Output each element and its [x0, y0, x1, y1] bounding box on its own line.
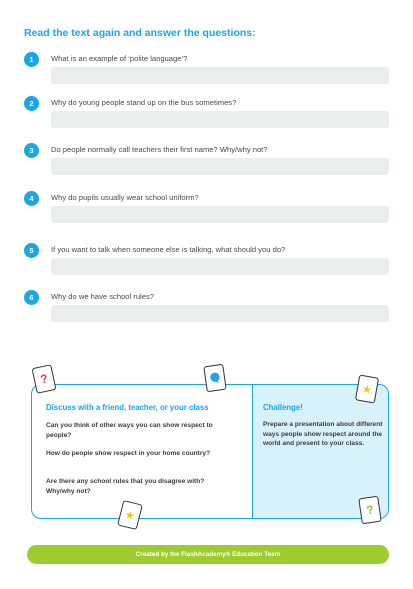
speech-bubble-card-icon — [203, 364, 226, 393]
green-question-mark-card-icon: ? — [358, 496, 381, 525]
discussion-panel — [31, 384, 389, 519]
challenge-text: Prepare a presentation about different ways people show respect around the world and present to your class. — [263, 421, 383, 447]
question-number-badge: 4 — [24, 191, 39, 206]
discuss-item: Are there any school rules that you disagree with? Why/why not? — [46, 478, 205, 495]
question-number-badge: 1 — [24, 52, 39, 67]
star-card-icon: ★ — [117, 500, 143, 530]
discuss-item: How do people show respect in your home country? — [46, 450, 211, 457]
question-text: Why do young people stand up on the bus sometimes? — [51, 98, 237, 107]
answer-field[interactable] — [51, 305, 389, 322]
question-number-badge: 5 — [24, 243, 39, 258]
challenge-title: Challenge! — [263, 403, 303, 412]
question-text: Do people normally call teachers their first name? Why/why not? — [51, 145, 268, 154]
question-number-badge: 2 — [24, 96, 39, 111]
question-mark-card-icon: ? — [32, 364, 57, 394]
question-number-badge: 3 — [24, 143, 39, 158]
answer-field[interactable] — [51, 258, 389, 275]
answer-field[interactable] — [51, 158, 389, 175]
answer-field[interactable] — [51, 111, 389, 128]
question-number-badge: 6 — [24, 290, 39, 305]
question-text: If you want to talk when someone else is talking, what should you do? — [51, 245, 286, 254]
question-text: Why do we have school rules? — [51, 292, 154, 301]
question-text: What is an example of ‘polite language’? — [51, 54, 188, 63]
speech-bubble-icon — [208, 371, 222, 385]
star-card-icon: ★ — [355, 374, 379, 403]
discuss-item: Can you think of other ways you can show respect to people? — [46, 422, 213, 439]
question-text: Why do pupils usually wear school uniform? — [51, 193, 199, 202]
answer-field[interactable] — [51, 67, 389, 84]
discuss-title: Discuss with a friend, teacher, or your class — [46, 403, 209, 412]
worksheet-heading: Read the text again and answer the questions: — [24, 27, 256, 39]
answer-field[interactable] — [51, 206, 389, 223]
footer-banner: Created by the FlashAcademy® Education Team — [27, 545, 389, 564]
